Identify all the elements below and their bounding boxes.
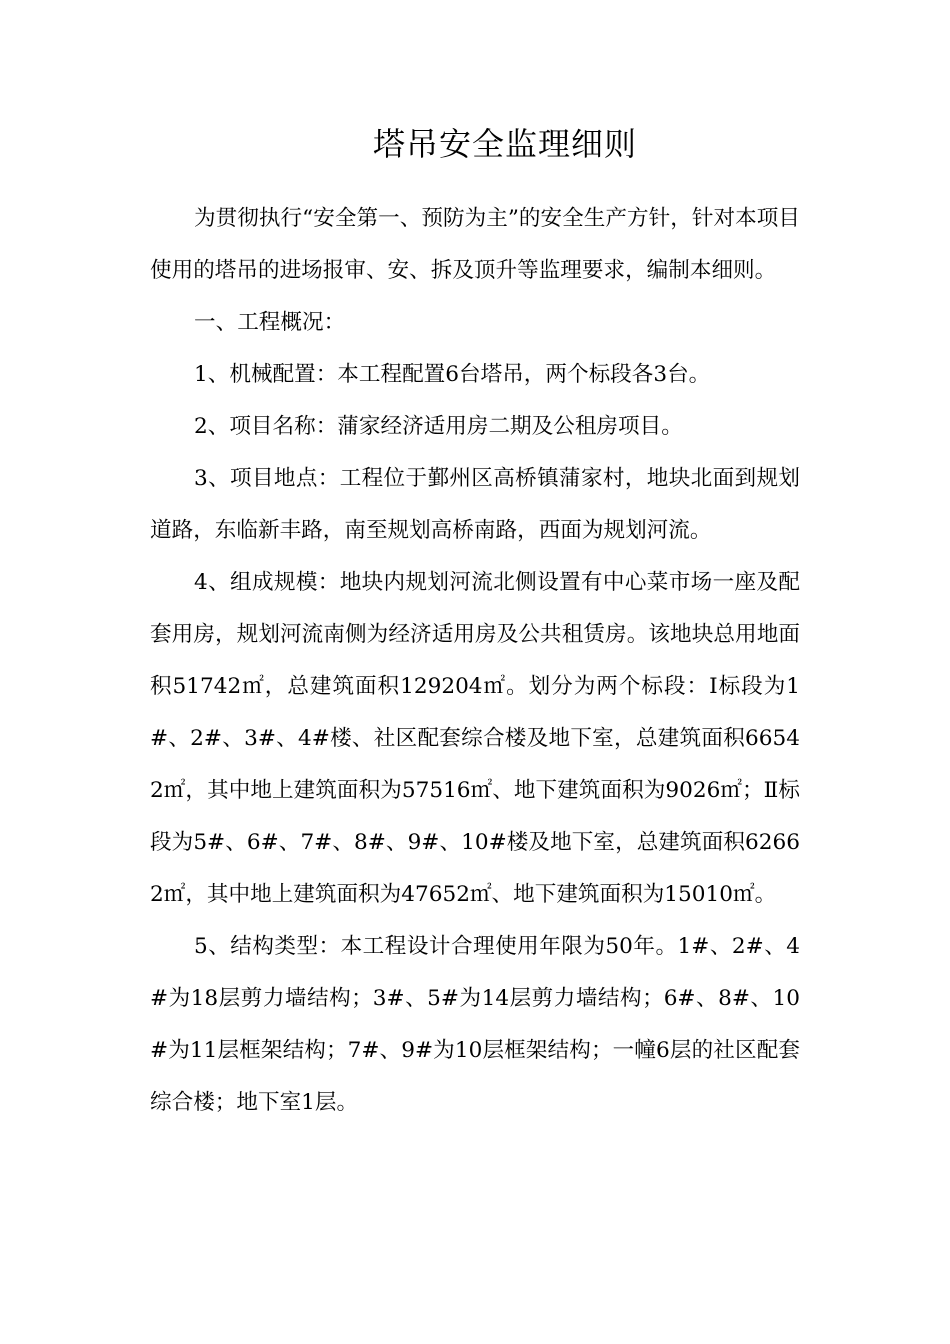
document-title: 塔吊安全监理细则 (372, 125, 637, 163)
paragraph-project-name: 2、项目名称：蒲家经济适用房二期及公租房项目。 (194, 414, 683, 439)
paragraph-intro: 为贯彻执行“安全第一、预防为主”的安全生产方针，针对本项目使用的塔吊的进场报审、安、拆及顶升等监理要求，编制本细则。 (150, 206, 800, 283)
paragraph-machinery: 1、机械配置：本工程配置6台塔吊，两个标段各3台。 (194, 362, 711, 387)
section-heading-overview: 一、工程概况： (194, 310, 346, 335)
paragraph-scale: 4、组成规模：地块内规划河流北侧设置有中心菜市场一座及配套用房，规划河流南侧为经济适用房及公共租赁房。该地块总用地面积51742㎡，总建筑面积129204㎡。划分为两个标段：Ⅰ标段为1#、2#、3#、4#楼、社区配套综合楼及地下室，总建筑面积66542㎡，其中地上建筑面积为57516㎡、地下建筑面积为9026㎡；Ⅱ标段为5#、6#、7#、8#、9#、10#楼及地下室，总建筑面积62662㎡，其中地上建筑面积为47652㎡、地下建筑面积为15010㎡。 (150, 570, 800, 907)
paragraph-project-location: 3、项目地点：工程位于鄞州区高桥镇蒲家村，地块北面到规划道路，东临新丰路，南至规划高桥南路，西面为规划河流。 (150, 466, 800, 543)
paragraph-structure: 5、结构类型：本工程设计合理使用年限为50年。1#、2#、4#为18层剪力墙结构；3#、5#为14层剪力墙结构；6#、8#、10#为11层框架结构；7#、9#为10层框架结构；一幢6层的社区配套综合楼；地下室1层。 (150, 934, 800, 1115)
document-body (150, 193, 800, 1129)
